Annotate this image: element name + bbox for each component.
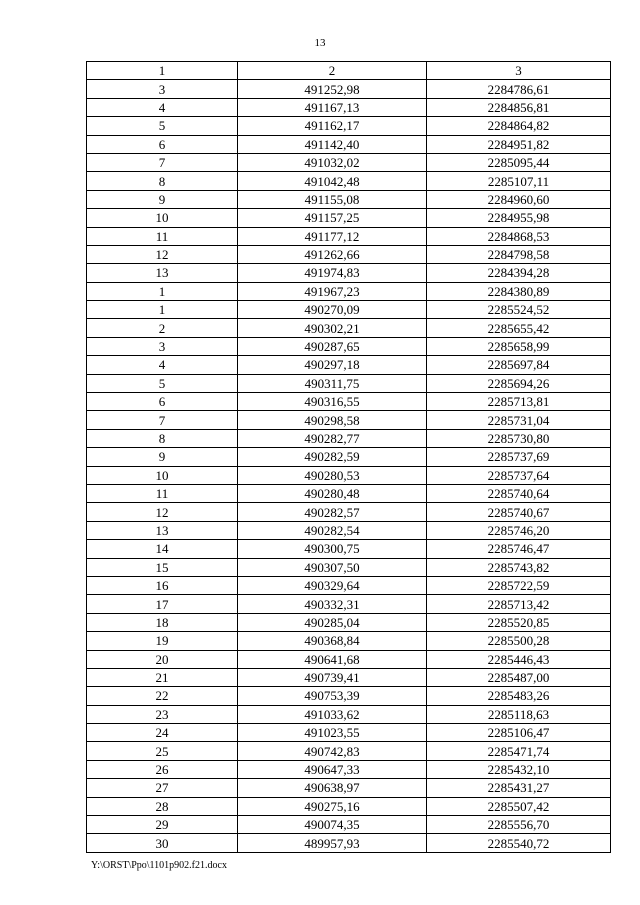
- table-row: [87, 760, 611, 778]
- y-coordinate-cell: 2284380,89: [427, 282, 611, 300]
- x-coordinate-cell: 490298,58: [238, 411, 427, 429]
- header-row: [87, 62, 611, 80]
- table-row: [87, 540, 611, 558]
- x-coordinate-cell: 491155,08: [238, 190, 427, 208]
- y-coordinate-cell: 2285471,74: [427, 742, 611, 760]
- x-coordinate-cell: 491967,23: [238, 282, 427, 300]
- x-coordinate-cell: 490280,53: [238, 466, 427, 484]
- table-row: [87, 153, 611, 171]
- y-coordinate-cell: 2285713,42: [427, 595, 611, 613]
- x-coordinate-cell: 490332,31: [238, 595, 427, 613]
- point-number-cell: 1: [87, 282, 238, 300]
- x-coordinate-cell: 490282,54: [238, 521, 427, 539]
- table-row: [87, 705, 611, 723]
- point-number-cell: 4: [87, 98, 238, 116]
- table-row: [87, 595, 611, 613]
- table-row: [87, 117, 611, 135]
- point-number-cell: 29: [87, 816, 238, 834]
- table-row: [87, 576, 611, 594]
- point-number-cell: 6: [87, 135, 238, 153]
- table-row: [87, 834, 611, 852]
- column-header-1: 1: [87, 62, 238, 80]
- y-coordinate-cell: 2285737,64: [427, 466, 611, 484]
- x-coordinate-cell: 490641,68: [238, 650, 427, 668]
- x-coordinate-cell: 490270,09: [238, 301, 427, 319]
- point-number-cell: 7: [87, 411, 238, 429]
- x-coordinate-cell: 490311,75: [238, 374, 427, 392]
- table-row: [87, 797, 611, 815]
- x-coordinate-cell: 489957,93: [238, 834, 427, 852]
- table-row: [87, 558, 611, 576]
- y-coordinate-cell: 2285556,70: [427, 816, 611, 834]
- table-row: [87, 301, 611, 319]
- point-number-cell: 7: [87, 153, 238, 171]
- point-number-cell: 21: [87, 668, 238, 686]
- table-row: [87, 668, 611, 686]
- y-coordinate-cell: 2285655,42: [427, 319, 611, 337]
- y-coordinate-cell: 2285694,26: [427, 374, 611, 392]
- x-coordinate-cell: 490739,41: [238, 668, 427, 686]
- y-coordinate-cell: 2285483,26: [427, 687, 611, 705]
- x-coordinate-cell: 491032,02: [238, 153, 427, 171]
- y-coordinate-cell: 2285432,10: [427, 760, 611, 778]
- point-number-cell: 11: [87, 227, 238, 245]
- point-number-cell: 6: [87, 393, 238, 411]
- y-coordinate-cell: 2285697,84: [427, 356, 611, 374]
- table-row: [87, 503, 611, 521]
- y-coordinate-cell: 2284955,98: [427, 209, 611, 227]
- table-row: [87, 245, 611, 263]
- x-coordinate-cell: 491142,40: [238, 135, 427, 153]
- coordinates-table: [86, 61, 611, 853]
- table-row: [87, 742, 611, 760]
- point-number-cell: 11: [87, 484, 238, 502]
- column-header-3: 3: [427, 62, 611, 80]
- x-coordinate-cell: 490300,75: [238, 540, 427, 558]
- table-row: [87, 374, 611, 392]
- y-coordinate-cell: 2284394,28: [427, 264, 611, 282]
- x-coordinate-cell: 490285,04: [238, 613, 427, 631]
- point-number-cell: 30: [87, 834, 238, 852]
- x-coordinate-cell: 490282,57: [238, 503, 427, 521]
- table-body: [87, 80, 611, 852]
- point-number-cell: 4: [87, 356, 238, 374]
- table-row: [87, 135, 611, 153]
- point-number-cell: 2: [87, 319, 238, 337]
- y-coordinate-cell: 2285731,04: [427, 411, 611, 429]
- point-number-cell: 3: [87, 80, 238, 98]
- y-coordinate-cell: 2284951,82: [427, 135, 611, 153]
- point-number-cell: 28: [87, 797, 238, 815]
- y-coordinate-cell: 2285713,81: [427, 393, 611, 411]
- table-row: [87, 613, 611, 631]
- x-coordinate-cell: 491974,83: [238, 264, 427, 282]
- point-number-cell: 12: [87, 245, 238, 263]
- point-number-cell: 16: [87, 576, 238, 594]
- point-number-cell: 22: [87, 687, 238, 705]
- table-row: [87, 779, 611, 797]
- y-coordinate-cell: 2285487,00: [427, 668, 611, 686]
- y-coordinate-cell: 2285737,69: [427, 448, 611, 466]
- table-row: [87, 632, 611, 650]
- y-coordinate-cell: 2285431,27: [427, 779, 611, 797]
- y-coordinate-cell: 2284868,53: [427, 227, 611, 245]
- y-coordinate-cell: 2284960,60: [427, 190, 611, 208]
- point-number-cell: 18: [87, 613, 238, 631]
- y-coordinate-cell: 2285746,47: [427, 540, 611, 558]
- x-coordinate-cell: 491157,25: [238, 209, 427, 227]
- table-row: [87, 172, 611, 190]
- x-coordinate-cell: 491167,13: [238, 98, 427, 116]
- x-coordinate-cell: 491033,62: [238, 705, 427, 723]
- x-coordinate-cell: 490282,59: [238, 448, 427, 466]
- point-number-cell: 25: [87, 742, 238, 760]
- point-number-cell: 8: [87, 429, 238, 447]
- point-number-cell: 13: [87, 521, 238, 539]
- table-row: [87, 227, 611, 245]
- table-row: [87, 521, 611, 539]
- x-coordinate-cell: 491252,98: [238, 80, 427, 98]
- x-coordinate-cell: 490638,97: [238, 779, 427, 797]
- point-number-cell: 13: [87, 264, 238, 282]
- table-row: [87, 411, 611, 429]
- x-coordinate-cell: 490287,65: [238, 337, 427, 355]
- table-row: [87, 448, 611, 466]
- table-row: [87, 393, 611, 411]
- point-number-cell: 14: [87, 540, 238, 558]
- y-coordinate-cell: 2285730,80: [427, 429, 611, 447]
- point-number-cell: 1: [87, 301, 238, 319]
- x-coordinate-cell: 491262,66: [238, 245, 427, 263]
- x-coordinate-cell: 491023,55: [238, 724, 427, 742]
- table-row: [87, 650, 611, 668]
- x-coordinate-cell: 490742,83: [238, 742, 427, 760]
- y-coordinate-cell: 2285446,43: [427, 650, 611, 668]
- table-row: [87, 466, 611, 484]
- table-row: [87, 724, 611, 742]
- table-header: [87, 62, 611, 80]
- x-coordinate-cell: 490282,77: [238, 429, 427, 447]
- point-number-cell: 23: [87, 705, 238, 723]
- table-row: [87, 484, 611, 502]
- point-number-cell: 12: [87, 503, 238, 521]
- table-row: [87, 190, 611, 208]
- x-coordinate-cell: 491042,48: [238, 172, 427, 190]
- y-coordinate-cell: 2284856,81: [427, 98, 611, 116]
- point-number-cell: 5: [87, 117, 238, 135]
- y-coordinate-cell: 2285740,67: [427, 503, 611, 521]
- y-coordinate-cell: 2285658,99: [427, 337, 611, 355]
- y-coordinate-cell: 2285746,20: [427, 521, 611, 539]
- y-coordinate-cell: 2284786,61: [427, 80, 611, 98]
- y-coordinate-cell: 2284864,82: [427, 117, 611, 135]
- point-number-cell: 3: [87, 337, 238, 355]
- x-coordinate-cell: 490297,18: [238, 356, 427, 374]
- table-row: [87, 429, 611, 447]
- x-coordinate-cell: 490316,55: [238, 393, 427, 411]
- x-coordinate-cell: 490275,16: [238, 797, 427, 815]
- point-number-cell: 15: [87, 558, 238, 576]
- point-number-cell: 10: [87, 209, 238, 227]
- point-number-cell: 26: [87, 760, 238, 778]
- y-coordinate-cell: 2285107,11: [427, 172, 611, 190]
- point-number-cell: 9: [87, 190, 238, 208]
- y-coordinate-cell: 2285118,63: [427, 705, 611, 723]
- x-coordinate-cell: 490302,21: [238, 319, 427, 337]
- x-coordinate-cell: 490074,35: [238, 816, 427, 834]
- table-row: [87, 282, 611, 300]
- point-number-cell: 20: [87, 650, 238, 668]
- y-coordinate-cell: 2285106,47: [427, 724, 611, 742]
- y-coordinate-cell: 2285740,64: [427, 484, 611, 502]
- point-number-cell: 19: [87, 632, 238, 650]
- point-number-cell: 9: [87, 448, 238, 466]
- column-header-2: 2: [238, 62, 427, 80]
- table-row: [87, 319, 611, 337]
- footer-file-path: Y:\ORST\Ppo\1101p902.f21.docx: [91, 860, 227, 871]
- point-number-cell: 10: [87, 466, 238, 484]
- point-number-cell: 17: [87, 595, 238, 613]
- x-coordinate-cell: 490647,33: [238, 760, 427, 778]
- y-coordinate-cell: 2285520,85: [427, 613, 611, 631]
- point-number-cell: 27: [87, 779, 238, 797]
- x-coordinate-cell: 490280,48: [238, 484, 427, 502]
- x-coordinate-cell: 490753,39: [238, 687, 427, 705]
- y-coordinate-cell: 2284798,58: [427, 245, 611, 263]
- y-coordinate-cell: 2285500,28: [427, 632, 611, 650]
- x-coordinate-cell: 491177,12: [238, 227, 427, 245]
- x-coordinate-cell: 490307,50: [238, 558, 427, 576]
- table-row: [87, 98, 611, 116]
- table-row: [87, 337, 611, 355]
- table-row: [87, 80, 611, 98]
- page-number: 13: [314, 37, 326, 49]
- y-coordinate-cell: 2285507,42: [427, 797, 611, 815]
- y-coordinate-cell: 2285743,82: [427, 558, 611, 576]
- x-coordinate-cell: 490368,84: [238, 632, 427, 650]
- y-coordinate-cell: 2285095,44: [427, 153, 611, 171]
- table-row: [87, 356, 611, 374]
- x-coordinate-cell: 491162,17: [238, 117, 427, 135]
- point-number-cell: 8: [87, 172, 238, 190]
- table-row: [87, 209, 611, 227]
- x-coordinate-cell: 490329,64: [238, 576, 427, 594]
- y-coordinate-cell: 2285524,52: [427, 301, 611, 319]
- y-coordinate-cell: 2285540,72: [427, 834, 611, 852]
- point-number-cell: 24: [87, 724, 238, 742]
- table-row: [87, 264, 611, 282]
- table-row: [87, 816, 611, 834]
- table-row: [87, 687, 611, 705]
- y-coordinate-cell: 2285722,59: [427, 576, 611, 594]
- point-number-cell: 5: [87, 374, 238, 392]
